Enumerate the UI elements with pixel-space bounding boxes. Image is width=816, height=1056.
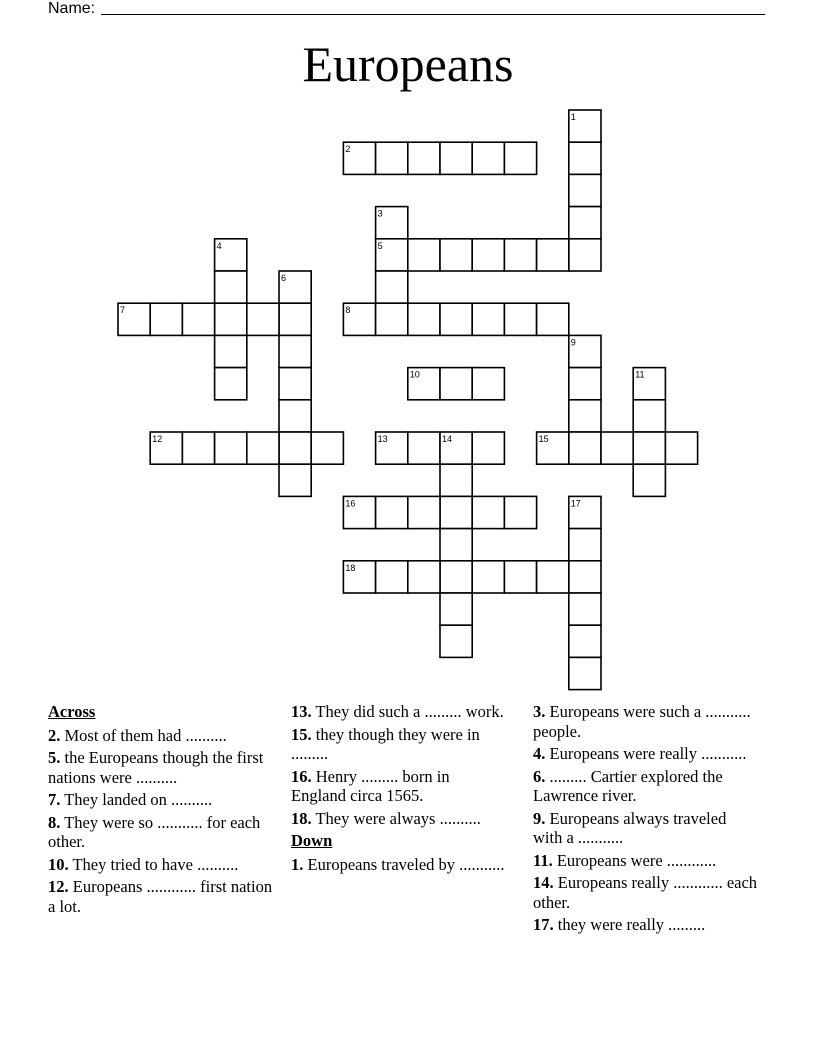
clues-column-3 xyxy=(533,702,758,938)
clue-number-18: 18 xyxy=(345,562,356,573)
grid-cell[interactable] xyxy=(537,239,569,271)
grid-cell[interactable] xyxy=(215,368,247,400)
grid-cell[interactable] xyxy=(408,496,440,528)
grid-cell[interactable] xyxy=(569,657,601,689)
grid-cell[interactable] xyxy=(472,142,504,174)
grid-cell[interactable] xyxy=(504,561,536,593)
grid-cell[interactable] xyxy=(408,239,440,271)
grid-cell[interactable] xyxy=(472,368,504,400)
grid-cell[interactable] xyxy=(569,400,601,432)
grid-cell[interactable] xyxy=(440,368,472,400)
grid-cell[interactable] xyxy=(376,142,408,174)
clue-number-1: 1 xyxy=(570,112,576,122)
grid-cell[interactable] xyxy=(472,239,504,271)
grid-cell[interactable] xyxy=(440,303,472,335)
down-heading: Down xyxy=(291,831,333,850)
grid-cell[interactable] xyxy=(440,464,472,496)
clue-down-9: 9. Europeans always traveled with a ........... xyxy=(533,808,727,847)
clue-across-12: 12. Europeans ............ first nation a lot. xyxy=(48,877,273,916)
grid-cell[interactable] xyxy=(440,593,472,625)
clue-down-6: 6. ......... Cartier explored the Lawrence river. xyxy=(533,766,723,805)
clue-down-1: 1. Europeans traveled by ........... xyxy=(291,854,505,874)
grid-cell[interactable] xyxy=(408,432,440,464)
grid-cell[interactable] xyxy=(569,207,601,239)
grid-cell[interactable] xyxy=(440,142,472,174)
grid-cell[interactable] xyxy=(150,303,182,335)
clue-across-5: 5. the Europeans though the first nations were .......... xyxy=(48,748,264,787)
clue-across-10: 10. They tried to have .......... xyxy=(48,854,239,874)
clue-number-14: 14 xyxy=(442,434,453,444)
clue-number-5: 5 xyxy=(377,240,383,251)
grid-cell[interactable] xyxy=(247,432,279,464)
clue-across-15: 15. they though they were in ......... xyxy=(291,724,480,763)
clue-across-16: 16. Henry ......... born in England circa 1565. xyxy=(291,766,450,805)
grid-cell[interactable] xyxy=(408,561,440,593)
grid-cell[interactable] xyxy=(215,271,247,303)
grid-cell[interactable] xyxy=(279,464,311,496)
clue-number-11: 11 xyxy=(635,369,645,380)
grid-cell[interactable] xyxy=(279,432,311,464)
grid-cell[interactable] xyxy=(472,432,504,464)
grid-cell[interactable] xyxy=(182,303,214,335)
clue-number-9: 9 xyxy=(570,337,576,348)
grid-cell[interactable] xyxy=(569,142,601,174)
clue-across-2: 2. Most of them had .......... xyxy=(48,725,227,745)
grid-cell[interactable] xyxy=(472,496,504,528)
grid-cell[interactable] xyxy=(215,303,247,335)
grid-cell[interactable] xyxy=(182,432,214,464)
clue-number-17: 17 xyxy=(570,498,581,509)
clue-number-6: 6 xyxy=(281,273,287,283)
grid-cell[interactable] xyxy=(537,303,569,335)
clue-number-12: 12 xyxy=(152,434,163,444)
grid-cell[interactable] xyxy=(376,496,408,528)
clues-column-1 xyxy=(48,702,273,919)
across-heading: Across xyxy=(48,702,96,721)
clue-down-17: 17. they were really ......... xyxy=(533,915,706,934)
grid-cell[interactable] xyxy=(569,529,601,561)
grid-cell[interactable] xyxy=(440,529,472,561)
grid-cell[interactable] xyxy=(247,303,279,335)
clue-number-13: 13 xyxy=(377,434,388,444)
grid-cell[interactable] xyxy=(376,561,408,593)
grid-cell[interactable] xyxy=(279,368,311,400)
clue-number-8: 8 xyxy=(345,305,351,316)
grid-cell[interactable] xyxy=(569,625,601,657)
grid-cell[interactable] xyxy=(311,432,343,464)
clue-across-8: 8. They were so ........... for each other. xyxy=(48,812,261,851)
grid-cell[interactable] xyxy=(601,432,633,464)
name-label: Name: xyxy=(48,0,96,17)
grid-cell[interactable] xyxy=(504,239,536,271)
grid-cell[interactable] xyxy=(215,432,247,464)
grid-cell[interactable] xyxy=(279,335,311,367)
grid-cell[interactable] xyxy=(472,303,504,335)
page-title: Europeans xyxy=(302,36,514,92)
grid-cell[interactable] xyxy=(537,561,569,593)
clue-number-2: 2 xyxy=(345,144,351,155)
grid-cell[interactable] xyxy=(633,432,665,464)
clue-across-13: 13. They did such a ......... work. xyxy=(291,702,504,721)
clue-number-7: 7 xyxy=(120,305,126,316)
grid-cell[interactable] xyxy=(665,432,697,464)
grid-cell[interactable] xyxy=(569,432,601,464)
grid-cell[interactable] xyxy=(504,142,536,174)
grid-cell[interactable] xyxy=(569,561,601,593)
clue-across-18: 18. They were always .......... xyxy=(291,808,481,828)
grid-cell[interactable] xyxy=(633,464,665,496)
grid-cell[interactable] xyxy=(376,303,408,335)
clue-across-7: 7. They landed on .......... xyxy=(48,790,213,809)
grid-cell[interactable] xyxy=(569,593,601,625)
grid-cell[interactable] xyxy=(504,303,536,335)
grid-cell[interactable] xyxy=(279,303,311,335)
clues-column-2 xyxy=(291,702,506,877)
clue-down-14: 14. Europeans really ............ each other. xyxy=(533,873,758,912)
clue-number-4: 4 xyxy=(216,240,222,251)
grid-cell[interactable] xyxy=(408,303,440,335)
grid-cell[interactable] xyxy=(569,368,601,400)
grid-cell[interactable] xyxy=(408,142,440,174)
clue-number-15: 15 xyxy=(538,434,549,444)
clue-number-16: 16 xyxy=(345,498,356,509)
grid-cell[interactable] xyxy=(569,174,601,206)
clue-down-11: 11. Europeans were ............ xyxy=(533,850,717,870)
clue-down-3: 3. Europeans were such a ........... people. xyxy=(533,702,751,741)
grid-cell[interactable] xyxy=(569,239,601,271)
clue-down-4: 4. Europeans were really ........... xyxy=(533,744,747,763)
grid-cell[interactable] xyxy=(376,271,408,303)
grid-cell[interactable] xyxy=(215,335,247,367)
grid-cell[interactable] xyxy=(440,625,472,657)
grid-cell[interactable] xyxy=(472,561,504,593)
grid-cell[interactable] xyxy=(440,561,472,593)
grid-cell[interactable] xyxy=(440,496,472,528)
clue-number-3: 3 xyxy=(377,208,383,219)
grid-cell[interactable] xyxy=(633,400,665,432)
clue-number-10: 10 xyxy=(409,369,420,380)
grid-cell[interactable] xyxy=(504,496,536,528)
grid-cell[interactable] xyxy=(279,400,311,432)
grid-cell[interactable] xyxy=(440,239,472,271)
